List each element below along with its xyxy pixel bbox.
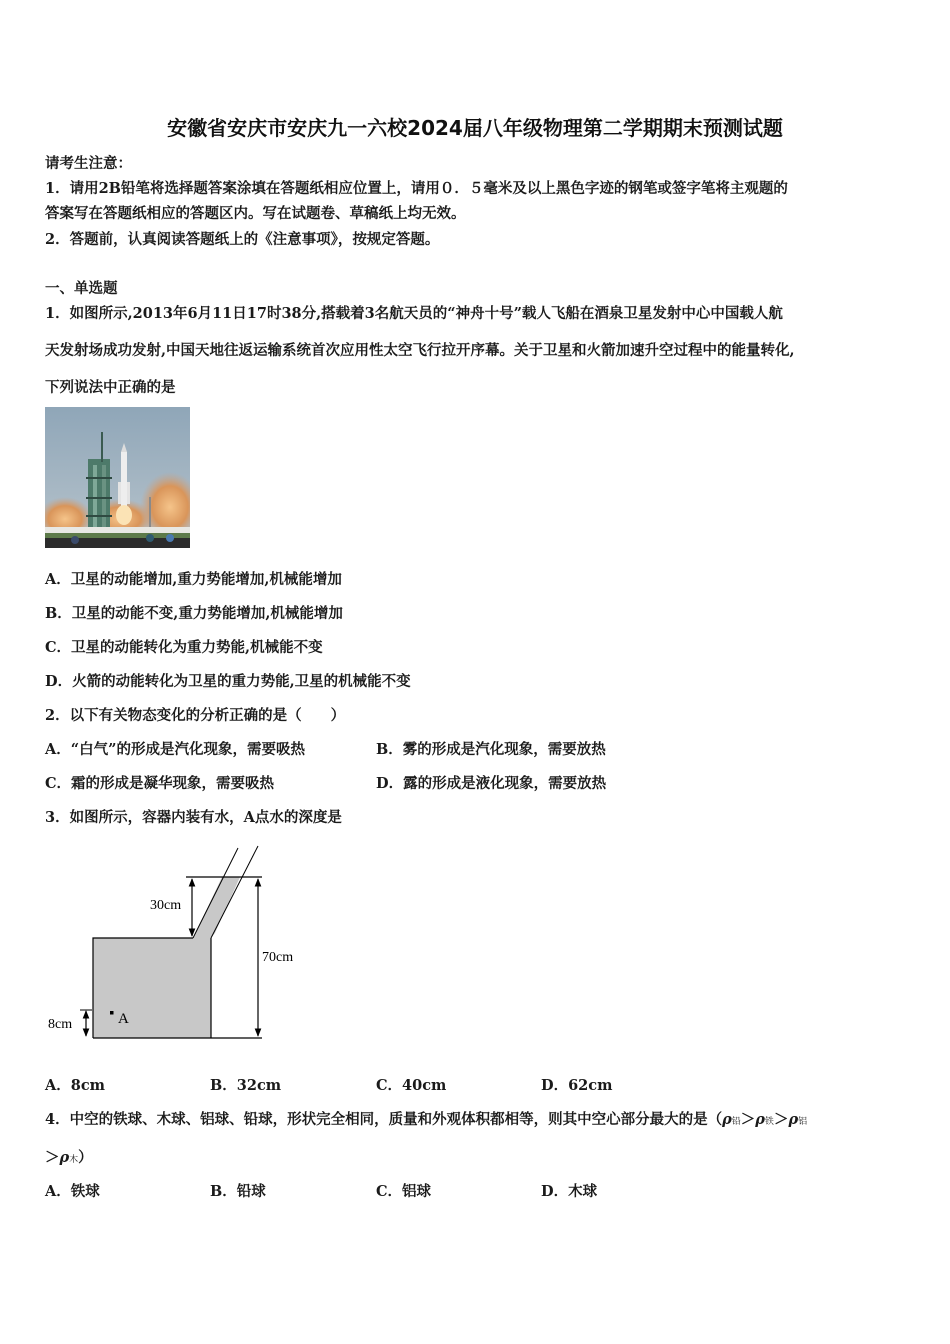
option-text: 铅球	[236, 1183, 266, 1200]
section-heading: 一、单选题	[45, 280, 118, 297]
option-label: B．	[210, 1183, 237, 1200]
notice-heading: 请考生注意：	[45, 155, 132, 172]
option-text: 铁球	[70, 1183, 100, 1200]
option-label: C．	[45, 639, 72, 656]
label-70cm: 70cm	[262, 950, 294, 965]
option-text: 8cm	[70, 1077, 106, 1094]
option-text: 铝球	[402, 1183, 432, 1200]
option-text: 62cm	[568, 1077, 613, 1094]
question-1-line-3: 下列说法中正确的是	[45, 379, 176, 396]
option-text: 卫星的动能增加,重力势能增加,机械能增加	[70, 571, 342, 588]
option-label: C．	[45, 775, 72, 792]
question-4-text: 4．中空的铁球、木球、铝球、铅球，形状完全相同，质量和外观体积都相等，则其中空心部分最大的是（	[45, 1111, 723, 1128]
question-3-stem: 3．如图所示，容器内装有水，A点水的深度是	[45, 809, 342, 826]
option-text: 露的形成是液化现象，需要放热	[403, 775, 607, 792]
option-label: A．	[45, 1183, 71, 1200]
question-3-option-a[interactable]	[45, 1074, 105, 1095]
question-1-line-2: 天发射场成功发射,中国天地往返运输系统首次应用性太空飞行拉开序幕。关于卫星和火箭加速升空过程中的能量转化,	[45, 342, 795, 359]
option-text: 雾的形成是汽化现象，需要放热	[402, 741, 606, 758]
question-3-option-d[interactable]	[541, 1074, 612, 1095]
label-point-a: A	[118, 1011, 129, 1027]
option-text: “白气”的形成是汽化现象，需要吸热	[70, 741, 305, 758]
question-2-option-c[interactable]	[45, 772, 274, 793]
option-label: B．	[210, 1077, 237, 1094]
container-water-diagram	[40, 838, 320, 1048]
density-sub-wood: 木	[69, 1155, 79, 1165]
question-4-stem: 4．中空的铁球、木球、铝球、铅球，形状完全相同，质量和外观体积都相等，则其中空心部分最大的是（ρ铅＞ρ铁＞ρ铝	[45, 1111, 808, 1128]
page-title: 安徽省安庆市安庆九一六校2024届八年级物理第二学期期末预测试题	[167, 116, 783, 140]
notice-item-2: 2．答题前，认真阅读答题纸上的《注意事项》，按规定答题。	[45, 231, 440, 248]
question-1-line-1: 1．如图所示,2013年6月11日17时38分,搭载着3名航天员的“神舟十号”载人飞船在酒泉卫星发射中心中国载人航	[45, 305, 783, 322]
question-3-option-c[interactable]	[376, 1074, 446, 1095]
density-sub-iron: 铁	[764, 1117, 774, 1127]
question-2-option-a[interactable]	[45, 738, 305, 759]
option-label: A．	[45, 741, 71, 758]
label-30cm: 30cm	[150, 898, 182, 913]
option-label: C．	[376, 1183, 403, 1200]
density-sub-aluminum: 铝	[798, 1117, 808, 1127]
question-2-option-d[interactable]	[376, 772, 606, 793]
label-8cm: 8cm	[48, 1017, 73, 1032]
question-4-option-d[interactable]	[541, 1180, 597, 1201]
notice-item-1-cont: 答案写在答题纸相应的答题区内。写在试题卷、草稿纸上均无效。	[45, 205, 466, 222]
option-label: B．	[376, 741, 403, 758]
option-text: 木球	[568, 1183, 598, 1200]
option-text: 40cm	[402, 1077, 447, 1094]
option-text: 火箭的动能转化为卫星的重力势能,卫星的机械能不变	[72, 673, 411, 690]
density-sub-lead: 铅	[731, 1117, 741, 1127]
option-text: 32cm	[236, 1077, 282, 1094]
rocket-launch-photo	[45, 407, 190, 548]
option-text: 霜的形成是凝华现象，需要吸热	[71, 775, 275, 792]
option-label: A．	[45, 571, 71, 588]
question-1-option-a[interactable]	[45, 568, 342, 589]
question-4-option-b[interactable]	[210, 1180, 266, 1201]
question-1-option-b[interactable]	[45, 602, 343, 623]
question-1-option-d[interactable]	[45, 670, 411, 691]
option-label: D．	[541, 1077, 569, 1094]
option-label: D．	[45, 673, 73, 690]
question-4-option-a[interactable]	[45, 1180, 100, 1201]
question-1-option-c[interactable]	[45, 636, 323, 657]
question-4-option-c[interactable]	[376, 1180, 431, 1201]
question-4-stem-cont: ＞ρ木）	[45, 1149, 93, 1166]
option-label: D．	[541, 1183, 569, 1200]
option-label: B．	[45, 605, 72, 622]
option-text: 卫星的动能不变,重力势能增加,机械能增加	[71, 605, 343, 622]
question-2-option-b[interactable]	[376, 738, 606, 759]
option-label: D．	[376, 775, 404, 792]
option-text: 卫星的动能转化为重力势能,机械能不变	[71, 639, 323, 656]
option-label: C．	[376, 1077, 403, 1094]
question-2-stem: 2．以下有关物态变化的分析正确的是（ ）	[45, 707, 346, 724]
notice-item-1: 1．请用2B铅笔将选择题答案涂填在答题纸相应位置上，请用０．５毫米及以上黑色字迹的钢笔或签字笔将主观题的	[45, 180, 788, 197]
question-3-option-b[interactable]	[210, 1074, 281, 1095]
option-label: A．	[45, 1077, 71, 1094]
